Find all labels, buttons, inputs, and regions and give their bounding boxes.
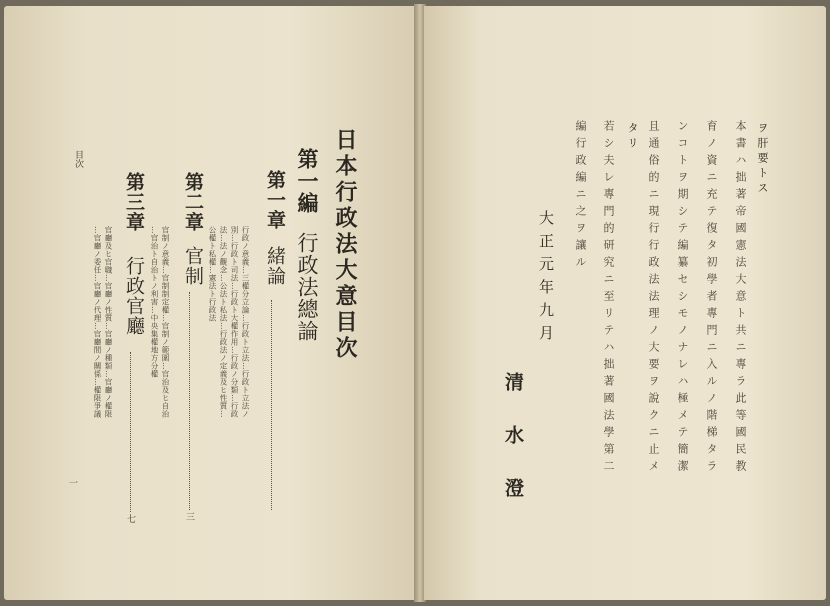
chapter-three-title: 行政官廳: [123, 256, 145, 336]
chapter-three-label: 第三章: [123, 172, 145, 232]
chapter-one-contents-line-4: 公權ト私權…憲法ト行政法: [208, 226, 217, 322]
chapter-two-contents-line-2: …官治ト自治トノ利害…中央集權地方分權: [150, 226, 159, 378]
chapter-three-leader-dots: [130, 352, 131, 512]
right-page-preface: [424, 6, 826, 600]
chapter-two-contents-line-1: 官制ノ意義…官制制定權…官制ノ範圍…官治及ヒ自治: [161, 226, 170, 418]
chapter-one-contents-line-3: 法…法ノ觀念…公法ト私法…行政法ノ定義及ヒ性質…: [219, 226, 228, 418]
chapter-two-leader-dots: [189, 292, 190, 510]
preface-line-3: 育ノ資ニ充テ復タ初學者專門ニ入ルノ階梯タラ: [705, 120, 718, 477]
preface-line-2: 本書ハ拙著帝國憲法大意ト共ニ專ラ此等國民教: [734, 120, 747, 477]
chapter-two-label: 第二章: [182, 172, 204, 232]
preface-line-1: ヲ肝要トス: [756, 122, 769, 197]
chapter-one-leader-dots: [271, 300, 272, 510]
chapter-one-contents-line-1: 行政ノ意義…三權分立論…行政ト立法…行政ト立法ノ: [241, 226, 250, 418]
preface-line-5: 且通俗的ニ現行行政法法理ノ大要ヲ說クニ止メ: [647, 120, 660, 477]
preface-line-8: 編行政編ニ之ヲ讓ル: [574, 120, 587, 273]
chapter-three-contents-line-2: …官廳ノ委任…官廳ノ代理…官廳間ノ關係…權限爭議: [93, 226, 102, 418]
author-name: 清水澄: [502, 372, 524, 531]
chapter-two-title: 官制: [182, 246, 204, 286]
chapter-three-page-number: 七: [125, 514, 135, 523]
chapter-one-contents-line-2: 別…行政ト司法…行政ト大權作用…行政ノ分類…行政: [230, 226, 239, 418]
page-folio: 一: [67, 478, 77, 487]
chapter-two-page-number: 三: [184, 512, 194, 521]
chapter-one-title: 緒論: [264, 246, 286, 286]
preface-line-7: 若シ夫レ專門的研究ニ至リテハ拙著國法學第二: [602, 120, 615, 477]
preface-line-4: ンコトヲ期シテ編纂セシモノナレハ極メテ簡潔: [676, 120, 689, 477]
preface-line-6: タリ: [626, 122, 639, 152]
part-one-label: 第一編: [295, 148, 320, 214]
toc-title: 日本行政法大意目次: [332, 128, 358, 362]
preface-date: 大正元年九月: [537, 210, 555, 348]
chapter-three-contents-line-1: 官廳及ヒ官職…官廳ノ性質…官廳ノ種類…官廳ノ權限: [104, 226, 113, 418]
part-one-title: 行政法總論: [295, 232, 319, 342]
running-header: 目次: [73, 150, 83, 168]
chapter-one-label: 第一章: [264, 170, 286, 230]
